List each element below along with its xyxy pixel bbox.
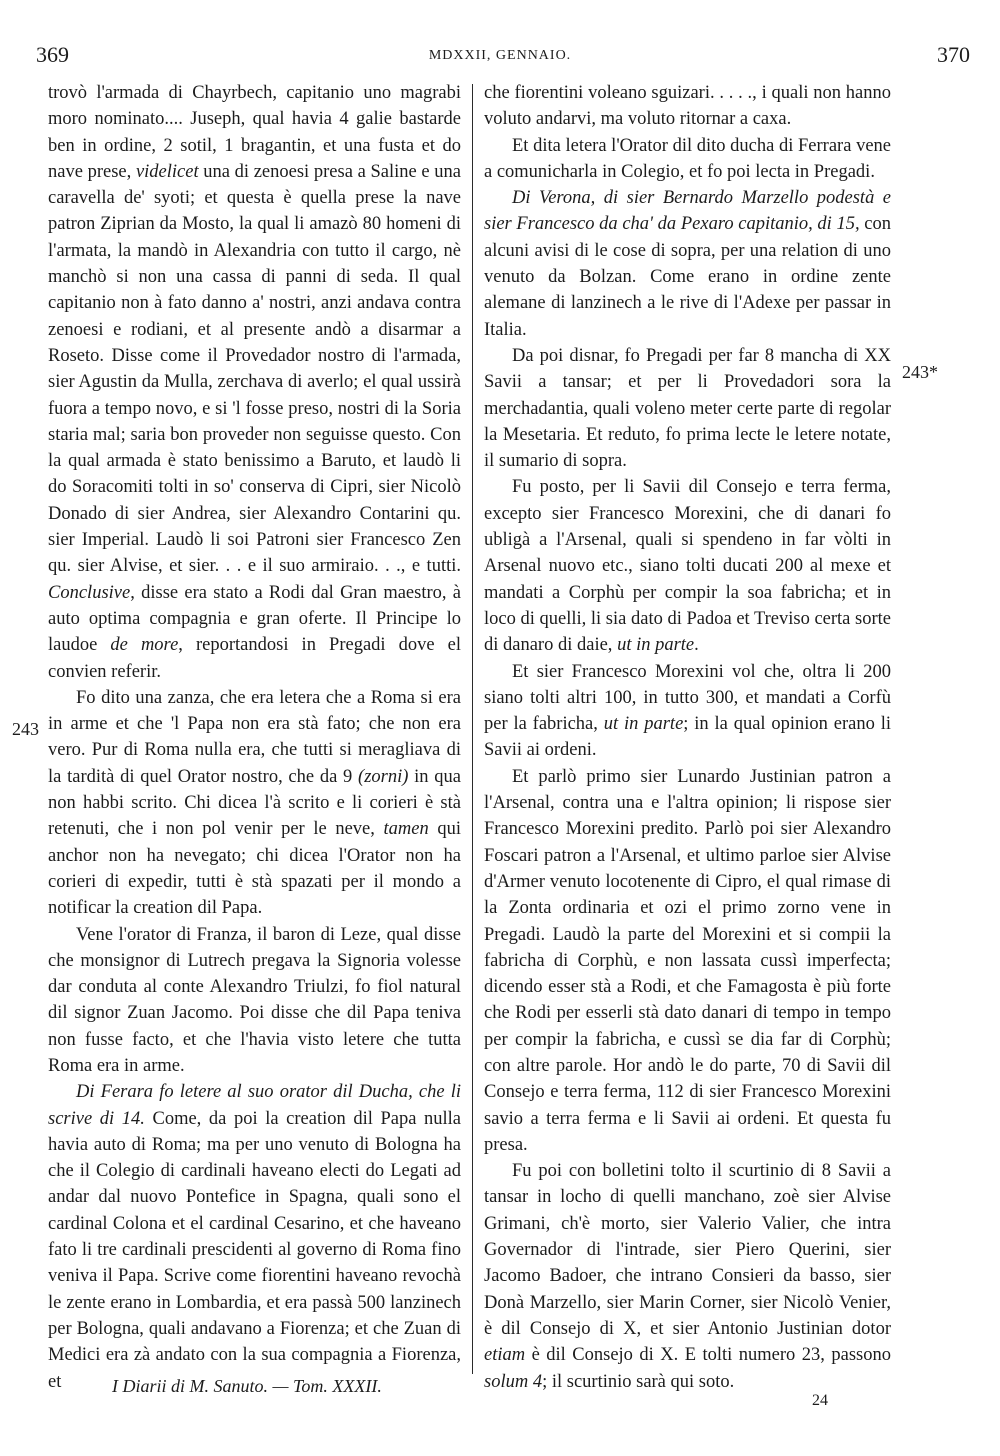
text-run: ; in la qual opinion erano li Savii ai ordeni. — [484, 714, 891, 761]
italic-run: etiam — [484, 1345, 526, 1366]
paragraph — [48, 80, 461, 685]
italic-run: tamen — [383, 819, 429, 840]
margin-note-left: 243 — [12, 719, 39, 739]
paragraph — [484, 659, 891, 764]
paragraph — [484, 185, 891, 343]
paragraph: Et dita letera l'Orator dil dito ducha di Ferrara vene a comunicharla in Colegio, et fo poi lecta in Pregadi. — [484, 135, 891, 182]
left-column — [48, 80, 461, 1410]
text-run: Fu posto, per li Savii dil Consejo e terra ferma, excepto sier Francesco Morexini, che di danari fo ubligà a l'Arsenal, quali si spendeno in far vòlti in Arsenal nuovo etc., siano tolti ducati 200 al mexe et mandati a Corphù per compir la soa fabricha; et in loco di quelli, li sia dato di Padoa et Treviso certa sorte di danaro di daie, — [484, 477, 891, 656]
paragraph: Vene l'orator di Franza, il baron di Leze, qual disse che monsignor di Lutrech pregava la Signoria volesse dar conduta al conte Alexandro Triulzi, fo fiol natural dil signor Zuan Jacomo. Poi disse che dil Papa teniva non fusse facto, et che l'havia visto letere che tutta Roma era in arme. — [48, 924, 461, 1076]
signature-mark: 24 — [812, 1392, 828, 1409]
paragraph — [48, 1079, 461, 1395]
italic-run: ut in parte — [617, 635, 695, 656]
page-number-left: 369 — [36, 42, 69, 67]
text-run: qui anchor non ha nevegato; chi dicea l'Orator non ha corieri di expedir, tutti è stà spazati per il mondo a notificar la creation dil Papa. — [48, 819, 461, 919]
italic-run: Conclusive — [48, 582, 131, 603]
italic-run: videlicet — [135, 161, 199, 182]
page-number-right: 370 — [937, 42, 970, 67]
page-header — [30, 42, 970, 76]
paragraph — [484, 1158, 891, 1395]
footer-citation: I Diarii di M. Sanuto. — Tom. XXXII. — [112, 1376, 382, 1396]
text-run: in qua non habbi scrito. Chi dicea l'à scrito e li corieri è stà retenuti, che i non pol venir per le neve, — [48, 766, 461, 840]
paragraph: che fiorentini voleano sguizari. . . . ., i quali non hanno voluto andarvi, ma voluto ritornar a caxa. — [484, 83, 891, 130]
italic-run: de more — [110, 635, 179, 656]
paragraph: Da poi disnar, fo Pregadi per far 8 mancha di XX Savii a tansar; et per li Provedadori sora la merchadantia, quali voleno meter certe parte di regolar la Mesetaria. Et reduto, fo prima lecte le letere notate, il sumario di sopra. — [484, 345, 891, 472]
text-run: , disse era stato a Rodi dal Gran maestro, à auto optima compagnia e gran oferte. Il Principe lo laudoe — [48, 582, 461, 656]
text-run: , reportandosi in Pregadi dove el convien referir. — [48, 635, 461, 682]
italic-run: ut in parte — [603, 714, 684, 735]
column-divider — [472, 84, 473, 1374]
paragraph: Et parlò primo sier Lunardo Justinian patron a l'Arsenal, contra una e l'altra opinion; li rispose sier Francesco Morexini predito. Parlò poi sier Alexandro Foscari patron a l'Arsenal, et ultimo parloe sier Alvise d'Armer venuto locotenente di Cipro, el qual rimase di la Zonta ordinaria et ozi el primo zorno vene in Pregadi. Laudò la parte del Morexini et si compii la fabricha di Corphù, e non lassata cussì imperfecta; dicendo esser stà a Rodi, et che Famagosta è più forte che Rodi per esserli stà dato danari di tempo in tempo per compir la fabricha, e cussì se dia far di Corphù; con altre parole. Hor andò le do parte, 70 di Savii dil Consejo e terra ferma, 112 di sier Francesco Morexini savio a terra ferma e li Savii ai ordeni. Et questa fu presa. — [484, 766, 891, 1155]
margin-note-right: 243* — [902, 362, 938, 382]
text-run: ; il scurtinio sarà qui soto. — [542, 1371, 735, 1392]
right-column — [484, 80, 891, 1410]
text-run: una di zenoesi presa a Saline e una caravella de' syoti; et questa è quella prese la nave patron Ziprian da Mosto, la qual li amazò 80 homeni di l'armata, la mandò in Alexandria con tutto il cargo, nè manchò si non una cassa di panni di seda. Il qual capitanio non à fato danno a' nostri, anzi andava contra zenoesi e rodiani, et al presente andò a disarmar a Roseto. Disse come il Provedador nostro di l'armada, sier Agustin da Mulla, zerchava di averlo; el qual ussirà fuora a tempo novo, e si 'l fosse preso, nostri di la Soria staria mal; saria bon proveder non seguisse questo. Con la qual armada è stato benissimo a Baruto, et laudò li do Soracomiti tolti in so' conserva di Cipri, sier Nicolò Donado di sier Andrea, sier Alexandro Contarini qu. sier Imperial. Laudò li soi Patroni sier Francesco Zen qu. sier Alvise, et sier. . . e il suo armiraio. . ., e tutti. — [48, 161, 461, 577]
text-run: Come, da poi la creation dil Papa nulla havia auto di Roma; ma per uno venuto di Bologna ha che il Colegio di cardinali haveano electi do Legati ad andar dal nuovo Pontefice in Spagna, quali sono el cardinal Colona et el cardinal Cesarino, et che haveano fato li tre cardinali prescidenti al governo di Roma fino veniva il Papa. Scrive come fiorentini haveano revochà le zente erano in Lombardia, et era passà 500 lanzinech per Bologna, quali andavano a Fiorenza; et che Zuan di Medici era zà andato con la sua compagnia a Fiorenza, et — [48, 1108, 461, 1392]
paragraph — [48, 685, 461, 922]
text-run: Fu poi con bolletini tolto il scurtinio di 8 Savii a tansar in locho di quelli manchano, zoè sier Alvise Grimani, ch'è morto, sier Valerio Valier, che intra Governador di l'intrade, sier Piero Querini, sier Jacomo Badoer, che intrano Consieri da basso, sier Donà Marzello, sier Marin Corner, sier Nicolò Venier, è dil Consejo di X, et sier Antonio Justinian dotor — [484, 1161, 891, 1339]
italic-run: Di Verona, di sier Bernardo Marzello podestà e sier Francesco da cha' da Pexaro capitanio, di 15, — [484, 188, 891, 235]
italic-run: (zorni) — [358, 766, 409, 787]
text-run: . — [694, 635, 699, 656]
running-title: MDXXII, GENNAIO. — [428, 48, 572, 63]
text-run: trovò l'armada di Chayrbech, capitanio uno magrabi moro nominato.... Juseph, qual havia 4 galie bastarde ben in ordine, 2 sotil, 1 bragantin, et una fusta et do nave prese, — [48, 83, 461, 182]
text-run: è dil Consejo di X. E tolti numero 23, passono — [525, 1345, 891, 1366]
text-run: Fo dito una zanza, che era letera che a Roma si era in arme et che 'l Papa non era stà fato; che non era vero. Pur di Roma nulla era, che tutti si meragliava di la tardità di quel Orator nostro, che da 9 — [48, 687, 461, 787]
italic-run: solum 4 — [484, 1371, 543, 1392]
text-run: con alcuni avisi di le cose di sopra, per una relation di uno venuto da Bolzan. Come erano in ordine zente alemane di lanzinech a le rive di l'Adexe per passar in Italia. — [484, 214, 891, 340]
text-run: Et sier Francesco Morexini vol che, oltra li 200 siano tolti altri 100, in tutto 300, et mandati a Corfù per la fabricha, — [484, 661, 891, 735]
italic-run: Di Ferara fo letere al suo orator dil Ducha, che li scrive di 14. — [48, 1082, 461, 1129]
paragraph — [484, 474, 891, 658]
